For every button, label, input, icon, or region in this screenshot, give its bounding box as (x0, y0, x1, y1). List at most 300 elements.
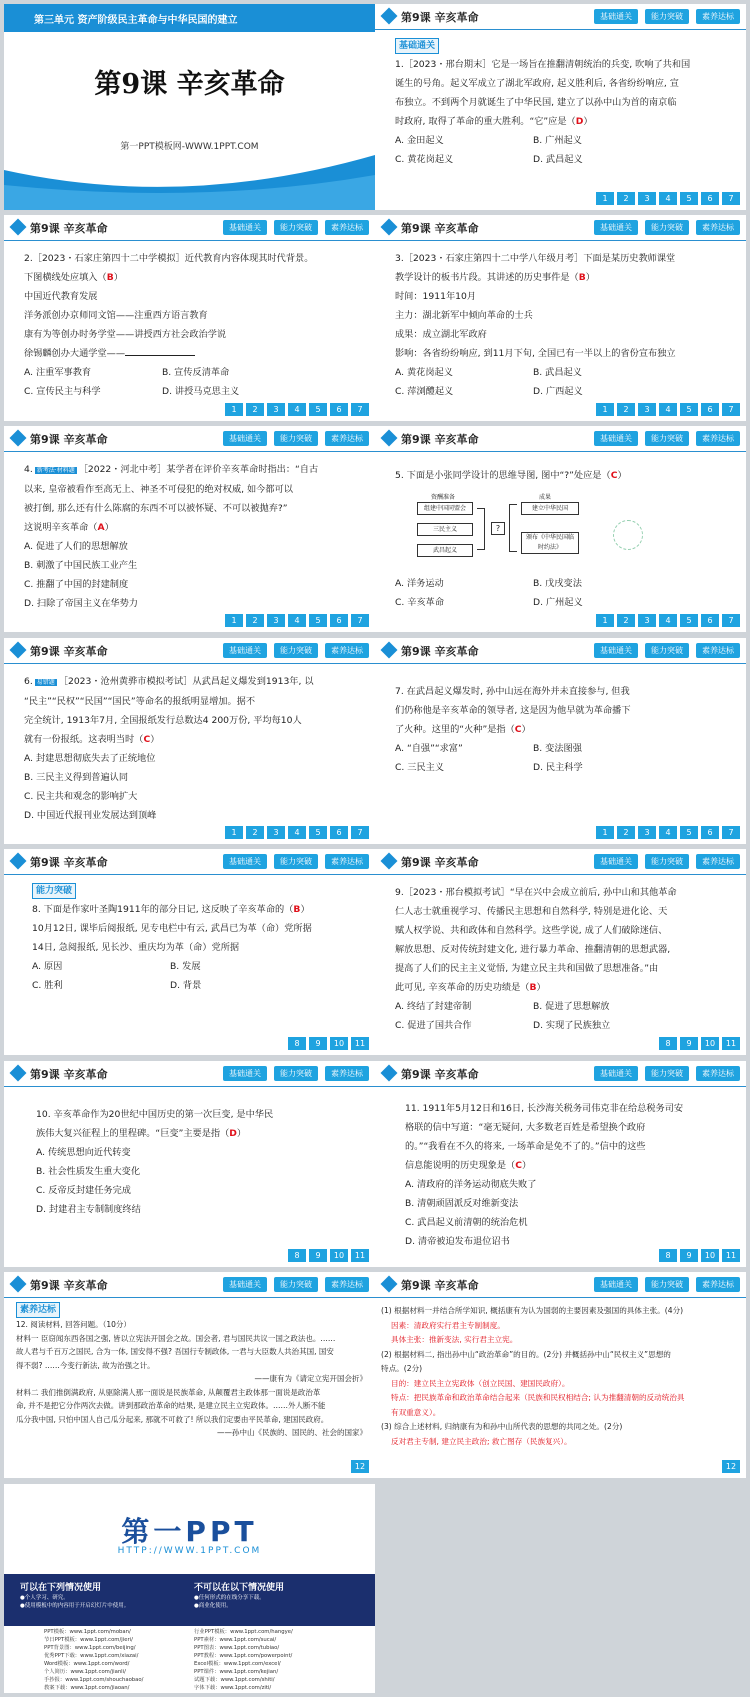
page-btn[interactable]: 9 (680, 1249, 698, 1262)
diamond-icon (10, 853, 27, 870)
page-btn[interactable]: 5 (309, 826, 327, 839)
map-question-box: ? (491, 522, 505, 535)
ad-can-item: ●使用模板中的内容用于开启幻灯片中使用。 (20, 1603, 130, 1609)
option: D. 讲授马克思主义 (162, 386, 240, 397)
q-close: ） (583, 116, 593, 127)
tab-basic[interactable]: 基础通关 (223, 431, 267, 446)
page-btn[interactable]: 4 (659, 614, 677, 627)
ad-link[interactable]: 字体下载：www.1ppt.com/ziti/ (194, 1685, 272, 1691)
page-btn[interactable]: 4 (288, 614, 306, 627)
answer-line: 特点：把民族革命和政治革命结合起来（民族和民权相结合; 认为推翻清朝的反动统治具 (391, 1393, 685, 1402)
slide-q3 (375, 215, 746, 421)
ad-col-can (20, 1580, 129, 1609)
tab-ability[interactable]: 能力突破 (645, 854, 689, 869)
cover-title: 第9课 辛亥革命 (94, 69, 285, 100)
page-btn[interactable]: 10 (330, 1037, 348, 1050)
q-line: 提高了人们的民主主义觉悟, 为建立民主共和国做了思想准备。”由 (395, 963, 659, 974)
tab-literacy[interactable]: 素养达标 (696, 431, 740, 446)
ad-cannot-item: ●任何形式的在线分享下载。 (194, 1595, 265, 1601)
option: B. 三民主义得到普遍认同 (24, 772, 129, 783)
map-bracket (509, 504, 517, 552)
q-line: 下图横线处应填入（ (24, 272, 107, 283)
tab-basic[interactable]: 基础通关 (594, 9, 638, 24)
option: A. 传统思想向近代转变 (36, 1147, 131, 1158)
q-line: 8. 下面是作家叶圣陶1911年的部分日记, 这反映了辛亥革命的（ (32, 904, 294, 915)
page-btn[interactable]: 11 (351, 1037, 369, 1050)
map-box: 组建中国同盟会 (417, 502, 473, 515)
option: C. 武昌起义前清朝的统治危机 (405, 1217, 528, 1228)
q-line: 中国近代教育发展 (24, 291, 98, 302)
page-btn[interactable]: 1 (596, 403, 614, 416)
tab-ability[interactable]: 能力突破 (645, 431, 689, 446)
page-btn[interactable]: 6 (701, 614, 719, 627)
tab-basic[interactable]: 基础通关 (223, 1066, 267, 1081)
option: D. 广西起义 (533, 386, 583, 397)
page-btn[interactable]: 10 (701, 1249, 719, 1262)
slide-q2 (4, 215, 375, 421)
page-btn[interactable]: 6 (701, 826, 719, 839)
ad-col-cannot (194, 1580, 284, 1609)
tab-ability[interactable]: 能力突破 (274, 1277, 318, 1292)
material-line: 得不弱? ……今变行新法, 故为治强之计。 (16, 1360, 155, 1370)
tab-ability[interactable]: 能力突破 (274, 643, 318, 658)
page-btn[interactable]: 1 (225, 403, 243, 416)
option: A. 促进了人们的思想解放 (24, 541, 128, 552)
q-line: 14日, 急阅报纸, 见长沙、重庆均为革（命）党所据 (32, 942, 240, 953)
ad-cannot-title: 不可以在以下情况使用 (194, 1583, 285, 1593)
slide-q9 (375, 849, 746, 1055)
q-line: ［2022・河北中考］某学者在评价辛亥革命时指出：“自古 (78, 464, 319, 475)
option: B. 促进了思想解放 (533, 1001, 610, 1012)
ad-link[interactable]: PPT素材：www.1ppt.com/sucai/ (194, 1637, 277, 1643)
q-close: ） (300, 904, 310, 915)
tab-literacy[interactable]: 素养达标 (325, 1066, 369, 1081)
q-line: 了火种。这里的“火种”是指（ (395, 724, 515, 735)
page-btn[interactable]: 9 (680, 1037, 698, 1050)
option: A. “自强”“求富” (395, 743, 463, 754)
slide-q10 (4, 1061, 375, 1267)
q-line: 成果：成立湖北军政府 (395, 329, 487, 340)
option: D. 清帝被迫发布退位诏书 (405, 1236, 510, 1247)
option: C. 促进了国共合作 (395, 1020, 472, 1031)
answer-line: 目的：建立民主立宪政体（创立民国、建国民政府）。 (391, 1378, 570, 1388)
pager (225, 826, 369, 839)
q-line: 12. 阅读材料, 回答问题。（10分） (16, 1320, 131, 1329)
ad-can-title: 可以在下列情况使用 (20, 1583, 102, 1593)
q-line: 1.［2023・邢台期末］它是一场旨在推翻清朝统治的兵变, 吹响了共和国 (395, 59, 691, 70)
diamond-icon (381, 853, 398, 870)
page-btn[interactable]: 8 (288, 1037, 306, 1050)
page-btn[interactable]: 5 (309, 614, 327, 627)
lesson-title: 第9课 辛亥革命 (401, 856, 479, 869)
option: D. 民主科学 (533, 762, 583, 773)
q-line: 2.［2023・石家庄第四十二中学模拟］近代教育内容体现其时代背景。 (24, 253, 314, 264)
option: A. 终结了封建帝制 (395, 1001, 472, 1012)
page-btn[interactable]: 11 (722, 1037, 740, 1050)
question: (2) 根据材料二, 指出孙中山“政治革命”的目的。(2分) 并概括孙中山“民权主义”思想的 (381, 1349, 671, 1359)
slide-q5 (375, 426, 746, 632)
slide-q11 (375, 1061, 746, 1267)
material-line: 瓜分我中国, 只怕中国人自己瓜分起来, 那就不可救了! 所以我们定要由平民革命, 建国民政府。 (16, 1414, 329, 1424)
page-btn[interactable]: 9 (309, 1037, 327, 1050)
ad-link[interactable]: 试题下载：www.1ppt.com/shiti/ (194, 1677, 275, 1683)
page-btn[interactable]: 4 (659, 826, 677, 839)
page-btn[interactable]: 2 (246, 614, 264, 627)
page-btn[interactable]: 7 (722, 403, 740, 416)
tab-ability[interactable]: 能力突破 (274, 1066, 318, 1081)
tab-ability[interactable]: 能力突破 (645, 1066, 689, 1081)
diamond-icon (381, 1276, 398, 1293)
q-num: 6. (24, 676, 33, 687)
pager (596, 826, 740, 839)
ad-link[interactable]: PPT教程：www.1ppt.com/powerpoint/ (194, 1653, 293, 1659)
diamond-icon (10, 430, 27, 447)
page-btn[interactable]: 8 (288, 1249, 306, 1262)
answer: C (610, 470, 618, 481)
answer-line: 因素：清政府实行君主专制制度。 (391, 1320, 505, 1330)
q-close: ） (113, 272, 123, 283)
page-btn[interactable]: 12 (351, 1460, 369, 1473)
option: A. 洋务运动 (395, 578, 444, 589)
cover-site: 第一PPT模板网-WWW.1PPT.COM (120, 142, 259, 152)
option: D. 广州起义 (533, 597, 583, 608)
tab-basic[interactable]: 基础通关 (594, 1066, 638, 1081)
question: (1) 根据材料一并结合所学知识, 概括康有为认为国弱的主要因素及强国的具体主张。(4分) (381, 1306, 684, 1315)
page-btn[interactable]: 3 (638, 192, 656, 205)
page-btn[interactable]: 11 (351, 1249, 369, 1262)
pager (596, 192, 740, 205)
option: B. 宣传反清革命 (162, 367, 230, 378)
page-btn[interactable]: 1 (225, 826, 243, 839)
option: C. 宣传民主与科学 (24, 386, 101, 397)
badge: 新考法·材料题 (36, 467, 75, 474)
page-btn[interactable]: 4 (288, 403, 306, 416)
ad-link[interactable]: PPT背景图：www.1ppt.com/beijing/ (44, 1645, 136, 1651)
q-line: 3.［2023・石家庄第四十二中学八年级月考］下面是某历史教师课堂 (395, 253, 676, 264)
tab-basic[interactable]: 基础通关 (223, 1277, 267, 1292)
page-btn[interactable]: 5 (309, 403, 327, 416)
material-source: ——孙中山《民族的、国民的、社会的国家》 (217, 1428, 367, 1437)
ad-link[interactable]: 节日PPT模板：www.1ppt.com/jieri/ (44, 1637, 133, 1643)
page-btn[interactable]: 3 (267, 614, 285, 627)
page-btn[interactable]: 7 (351, 826, 369, 839)
lesson-title: 第9课 辛亥革命 (30, 433, 108, 446)
q-close: ） (585, 272, 595, 283)
tab-basic[interactable]: 基础通关 (594, 643, 638, 658)
tab-ability[interactable]: 能力突破 (274, 854, 318, 869)
q-close: ） (617, 470, 627, 481)
diamond-icon (381, 430, 398, 447)
page-btn[interactable]: 1 (596, 826, 614, 839)
ad-link[interactable]: 行业PPT模板：www.1ppt.com/hangye/ (194, 1629, 293, 1635)
q-line: ［2023・沧州黄骅市模拟考试］从武昌起义爆发到1913年, 以 (58, 676, 314, 687)
tab-basic[interactable]: 基础通关 (223, 643, 267, 658)
section-tag: 基础通关 (395, 38, 439, 54)
q-line: 洋务派创办京师同文馆——注重西方语言教育 (24, 310, 208, 321)
option: B. 社会性质发生重大变化 (36, 1166, 141, 1177)
pager (596, 403, 740, 416)
q-close: ） (150, 734, 160, 745)
q-line: 仁人志士就重视学习、传播民主思想和自然科学, 特别是进化论、天 (395, 906, 668, 917)
q-line: 布独立。不到两个月就诞生了中华民国, 建立了以孙中山为首的南京临 (395, 97, 677, 108)
diamond-icon (381, 219, 398, 236)
tab-literacy[interactable]: 素养达标 (325, 854, 369, 869)
ad-link[interactable]: 优秀PPT下载：www.1ppt.com/xiazai/ (44, 1653, 139, 1659)
material-line: 故人君与千百万之国民, 合为一体, 国安得不强? 吾国行专制政体, 一君与大臣数人共治其国, 国安 (16, 1347, 334, 1356)
q-line: 的。”“我看在不久的将来, 一场革命是免不了的。”信中的这些 (405, 1141, 646, 1152)
tab-literacy[interactable]: 素养达标 (696, 643, 740, 658)
tab-ability[interactable]: 能力突破 (645, 643, 689, 658)
lesson-title: 第9课 辛亥革命 (401, 1068, 479, 1081)
page-btn[interactable]: 10 (701, 1037, 719, 1050)
q-line: 此可见, 辛亥革命的历史功绩是（ (395, 982, 530, 993)
page-btn[interactable]: 4 (659, 192, 677, 205)
option: C. 民主共和观念的影响扩大 (24, 791, 138, 802)
tab-basic[interactable]: 基础通关 (594, 1277, 638, 1292)
pager (659, 1249, 740, 1262)
lesson-title: 第9课 辛亥革命 (30, 1279, 108, 1292)
map-box: 武昌起义 (417, 544, 473, 557)
page-btn[interactable]: 3 (267, 403, 285, 416)
option: C. 推翻了中国的封建制度 (24, 579, 129, 590)
map-box: 建立中华民国 (521, 502, 579, 515)
ad-link[interactable]: PPT课件：www.1ppt.com/kejian/ (194, 1669, 279, 1675)
q-line: 被打倒, 那么还有什么陈腐的东西不可以被怀疑、不可以被抛弃?” (24, 503, 288, 514)
lesson-title: 第9课 辛亥革命 (401, 645, 479, 658)
page-btn[interactable]: 5 (680, 403, 698, 416)
tab-ability[interactable]: 能力突破 (645, 220, 689, 235)
page-btn[interactable]: 3 (638, 826, 656, 839)
q-line: 9.［2023・邢台模拟考试］“早在兴中会成立前后, 孙中山和其他革命 (395, 887, 677, 898)
answer-line: 有双重意义）。 (391, 1407, 441, 1417)
page-btn[interactable]: 3 (638, 403, 656, 416)
q-close: ） (236, 1128, 247, 1139)
tab-literacy[interactable]: 素养达标 (696, 1277, 740, 1292)
page-btn[interactable]: 6 (330, 614, 348, 627)
answer: B (106, 272, 114, 283)
page-btn[interactable]: 3 (267, 826, 285, 839)
diamond-icon (381, 8, 398, 25)
page-btn[interactable]: 9 (309, 1249, 327, 1262)
option: B. 广州起义 (533, 135, 582, 146)
lesson-title: 第9课 辛亥革命 (401, 11, 479, 24)
question: (3) 综合上述材料, 归纳康有为和孙中山所代表的思想的共同之处。(2分) (381, 1422, 623, 1431)
map-bracket (477, 508, 485, 550)
material-line: 材料二 我们推倒满政府, 从驱除满人那一面说是民族革命, 从颠覆君主政体那一面说是政治革 (16, 1387, 321, 1397)
page-btn[interactable]: 2 (246, 403, 264, 416)
slide-q7 (375, 638, 746, 844)
q-line: 解放思想、反对传统封建文化, 进行暴力革命、推翻清朝的思想武器, (395, 944, 671, 955)
slide-q12-answers (375, 1272, 746, 1478)
page-btn[interactable]: 6 (701, 403, 719, 416)
answer: B (293, 904, 301, 915)
diamond-icon (10, 1276, 27, 1293)
page-btn[interactable]: 7 (722, 614, 740, 627)
ad-url: HTTP://WWW.1PPT.COM (117, 1546, 262, 1556)
option: A. 原因 (32, 961, 63, 972)
page-btn[interactable]: 8 (659, 1249, 677, 1262)
page-btn[interactable]: 2 (246, 826, 264, 839)
tab-ability[interactable]: 能力突破 (645, 1277, 689, 1292)
page-btn[interactable]: 2 (617, 192, 635, 205)
diamond-icon (10, 1065, 27, 1082)
answer: D (575, 116, 584, 127)
answer: B (529, 982, 537, 993)
tab-literacy[interactable]: 素养达标 (325, 1277, 369, 1292)
page-btn[interactable]: 12 (722, 1460, 740, 1473)
slide-q1 (375, 4, 746, 210)
pager (225, 403, 369, 416)
page-btn[interactable]: 1 (596, 614, 614, 627)
q-line: 赋人权学说、共和政体和自然科学。这些学说, 成了人们破除迷信、 (395, 925, 668, 936)
lesson-title: 第9课 辛亥革命 (401, 1279, 479, 1292)
option: B. 发展 (170, 961, 201, 972)
tab-literacy[interactable]: 素养达标 (696, 854, 740, 869)
lesson-title: 第9课 辛亥革命 (30, 222, 108, 235)
q-line: 完全统计, 1913年7月, 全国报纸发行总数达4 200万份, 平均每10人 (24, 715, 302, 726)
option: D. 扫除了帝国主义在华势力 (24, 598, 138, 609)
pager (659, 1037, 740, 1050)
slide-q4 (4, 426, 375, 632)
q-line: 就有一份报纸。这表明当时（ (24, 734, 144, 745)
material-line: 材料一 臣窃闻东西各国之强, 皆以立宪法开国会之故。国会者, 君与国民共议一国之政法也。…… (16, 1333, 336, 1343)
material-line: 命, 并不是把它分作两次去做。讲到那政治革命的结果, 是建立民主立宪政体。……外人断不能 (16, 1401, 326, 1410)
q-line: 信息能说明的历史现象是（ (405, 1160, 516, 1171)
q-line: 们仍称他是辛亥革命的领导者, 这是因为他早就为革命播下 (395, 705, 631, 716)
option: B. 刺激了中国民族工业产生 (24, 560, 138, 571)
ad-link[interactable]: 教案下载：www.1ppt.com/jiaoan/ (44, 1685, 130, 1691)
lesson-title: 第9课 辛亥革命 (401, 433, 479, 446)
option: C. 三民主义 (395, 762, 445, 773)
tab-basic[interactable]: 基础通关 (594, 854, 638, 869)
page-btn[interactable]: 2 (617, 826, 635, 839)
material-source: ——康有为《请定立宪开国会折》 (254, 1374, 367, 1383)
tab-literacy[interactable]: 素养达标 (325, 643, 369, 658)
tab-literacy[interactable]: 素养达标 (696, 1066, 740, 1081)
lesson-title: 第9课 辛亥革命 (401, 222, 479, 235)
page-btn[interactable]: 1 (225, 614, 243, 627)
tab-basic[interactable]: 基础通关 (223, 220, 267, 235)
q-line: 康有为等创办时务学堂——讲授西方社会政治学说 (24, 329, 227, 340)
answer-line: 具体主张：推新变法, 实行君主立宪。 (391, 1335, 518, 1344)
q-line: 教学设计的板书片段。其讲述的历史事件是（ (395, 272, 579, 283)
page-btn[interactable]: 10 (330, 1249, 348, 1262)
option: C. 萍浏醴起义 (395, 386, 454, 397)
page-btn[interactable]: 7 (351, 614, 369, 627)
option: B. 武昌起义 (533, 367, 582, 378)
section-tag: 素养达标 (16, 1302, 60, 1318)
question: 特点。(2分) (381, 1364, 423, 1373)
page-btn[interactable]: 1 (596, 192, 614, 205)
option: C. 辛亥革命 (395, 597, 445, 608)
lesson-title: 第9课 辛亥革命 (30, 1068, 108, 1081)
cover-slide (4, 4, 375, 210)
q-line: 时间：1911年10月 (395, 291, 477, 302)
page-btn[interactable]: 7 (722, 192, 740, 205)
ad-link[interactable]: PPT模板：www.1ppt.com/moban/ (44, 1629, 131, 1635)
tab-ability[interactable]: 能力突破 (274, 220, 318, 235)
option: D. 背景 (170, 980, 202, 991)
tab-literacy[interactable]: 素养达标 (696, 220, 740, 235)
diamond-icon (381, 642, 398, 659)
tab-literacy[interactable]: 素养达标 (325, 220, 369, 235)
option: C. 胜利 (32, 980, 63, 991)
q-line: 这说明辛亥革命（ (24, 522, 98, 533)
tab-basic[interactable]: 基础通关 (223, 854, 267, 869)
q-close: ） (521, 724, 531, 735)
option: A. 金田起义 (395, 135, 444, 146)
q-line: 10. 辛亥革命作为20世纪中国历史的第一次巨变, 是中华民 (36, 1109, 274, 1120)
slide-q6 (4, 638, 375, 844)
page-btn[interactable]: 4 (659, 403, 677, 416)
ad-link[interactable]: PPT图表：www.1ppt.com/tubiao/ (194, 1645, 280, 1651)
diamond-icon (10, 219, 27, 236)
ad-link[interactable]: 个人简历：www.1ppt.com/jianli/ (44, 1669, 126, 1675)
tab-basic[interactable]: 基础通关 (594, 220, 638, 235)
tab-literacy[interactable]: 素养达标 (325, 431, 369, 446)
diamond-icon (381, 1065, 398, 1082)
tab-ability[interactable]: 能力突破 (274, 431, 318, 446)
option: A. 封建思想彻底失去了正统地位 (24, 753, 156, 764)
cover-unit: 第三单元 资产阶级民主革命与中华民国的建立 (34, 15, 238, 26)
ad-bottom (4, 1574, 375, 1693)
q-line: 族伟大复兴征程上的里程碑。“巨变”主要是指（ (36, 1128, 230, 1139)
answer: C (515, 1160, 522, 1171)
page-btn[interactable]: 6 (330, 403, 348, 416)
page-btn[interactable]: 4 (288, 826, 306, 839)
page-btn[interactable]: 2 (617, 614, 635, 627)
page-btn[interactable]: 3 (638, 614, 656, 627)
page-btn[interactable]: 7 (722, 826, 740, 839)
ad-link[interactable]: 手抄报：www.1ppt.com/shouchaobao/ (44, 1677, 144, 1683)
page-btn[interactable]: 6 (330, 826, 348, 839)
tab-basic[interactable]: 基础通关 (594, 431, 638, 446)
q-num: 4. (24, 464, 33, 475)
q-close: ） (104, 522, 114, 533)
map-box: 颁布《中华民国临时约法》 (521, 532, 579, 554)
ad-can-item: ●个人学习、研究。 (20, 1595, 69, 1601)
page-btn[interactable]: 2 (617, 403, 635, 416)
option: A. 清政府的洋务运动彻底失败了 (405, 1179, 537, 1190)
page-btn[interactable]: 7 (351, 403, 369, 416)
q-line: 以来, 皇帝被看作至高无上、神圣不可侵犯的绝对权威, 如今都可以 (24, 484, 293, 495)
q-line: 5. 下面是小张同学设计的思维导图, 图中“?”处应是（ (395, 470, 611, 481)
option: D. 武昌起义 (533, 154, 583, 165)
option: A. 黄花岗起义 (395, 367, 453, 378)
tab-ability[interactable]: 能力突破 (645, 9, 689, 24)
q-close: ） (522, 1160, 532, 1171)
q-line: “民主”“民权”“民国”“国民”等命名的报纸明显增加。据不 (24, 696, 256, 707)
ad-link[interactable]: Word模板：www.1ppt.com/word/ (44, 1661, 130, 1667)
answer: C (143, 734, 151, 745)
page-btn[interactable]: 8 (659, 1037, 677, 1050)
q-line: 格联的信中写道：“毫无疑问, 大多数老百姓是希望换个政府 (405, 1122, 646, 1133)
lesson-title: 第9课 辛亥革命 (30, 856, 108, 869)
map-box: 三民主义 (417, 523, 473, 536)
page-btn[interactable]: 11 (722, 1249, 740, 1262)
answer-line: 反对君主专制, 建立民主政治; 救亡图存（民族复兴）。 (391, 1436, 572, 1446)
q-line: 11. 1911年5月12日和16日, 长沙海关税务司伟克非在给总税务司安 (405, 1103, 684, 1114)
page-btn[interactable]: 5 (680, 614, 698, 627)
page-btn[interactable]: 5 (680, 826, 698, 839)
option: B. 变法图强 (533, 743, 582, 754)
pager (596, 614, 740, 627)
page-btn[interactable]: 5 (680, 192, 698, 205)
page-btn[interactable]: 6 (701, 192, 719, 205)
tab-literacy[interactable]: 素养达标 (696, 9, 740, 24)
map-right-label: 成果 (539, 494, 552, 501)
ad-link[interactable]: Excel模板：www.1ppt.com/excel/ (194, 1661, 281, 1667)
